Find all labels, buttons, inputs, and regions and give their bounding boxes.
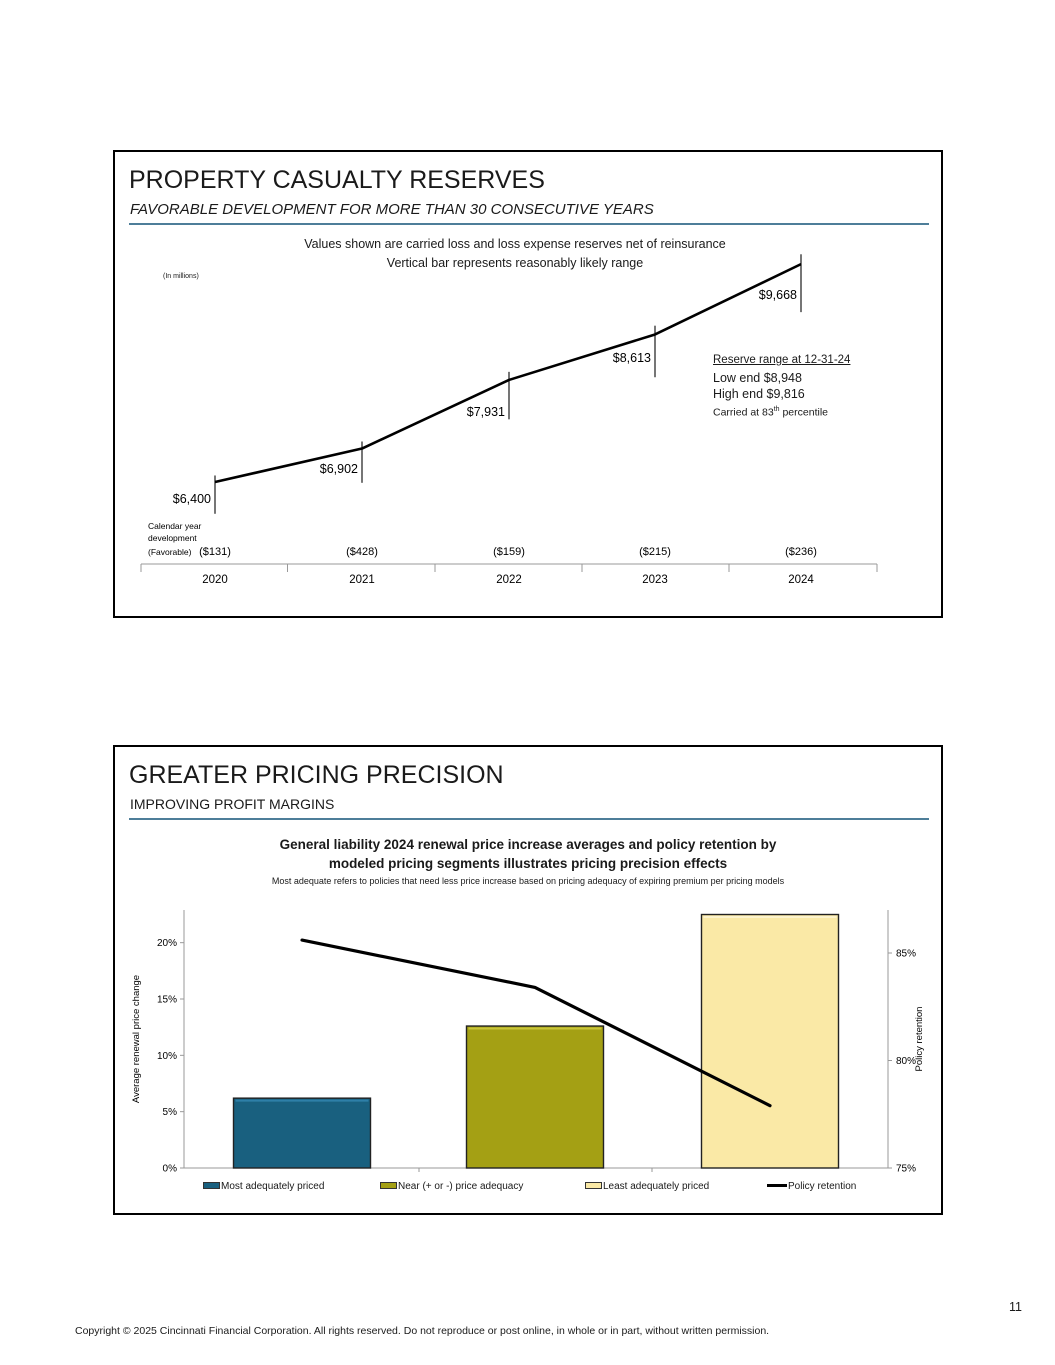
left-tick-label: 0% (162, 1163, 177, 1175)
legend-label: Policy retention (788, 1181, 857, 1192)
dev-value: ($215) (639, 546, 671, 558)
left-tick-label: 5% (162, 1107, 177, 1119)
dev-label-line1: Calendar year (148, 521, 202, 531)
chart-title-line-1: General liability 2024 renewal price increase averages and policy retention by (279, 837, 777, 852)
slide2-title: GREATER PRICING PRECISION (129, 761, 504, 789)
legend-swatch-olive (380, 1182, 397, 1189)
dev-value: ($428) (346, 546, 378, 558)
carried-prefix: Carried at 83 (713, 406, 774, 419)
slide1-subtitle: FAVORABLE DEVELOPMENT FOR MORE THAN 30 CONSECUTIVE YEARS (130, 201, 654, 218)
legend-item-policy-retention (767, 1181, 856, 1195)
carried-suffix: percentile (779, 406, 828, 419)
slide2-subtitle: IMPROVING PROFIT MARGINS (130, 796, 335, 812)
annotation-carried (713, 402, 850, 421)
pricing-bar-line-chart (115, 747, 941, 1213)
bar-0 (234, 1098, 371, 1168)
slide1-title: PROPERTY CASUALTY RESERVES (129, 166, 545, 194)
dev-value: ($236) (785, 546, 817, 558)
year-label: 2023 (642, 574, 668, 586)
left-axis-title: Average renewal price change (131, 974, 142, 1104)
point-label: $7,931 (466, 405, 505, 419)
reserves-slide-panel (113, 150, 943, 618)
right-tick-label: 85% (896, 948, 917, 960)
copyright-footer: Copyright © 2025 Cincinnati Financial Corporation. All rights reserved. Do not reproduce or post online, in whole or in part, without written permission. (75, 1325, 770, 1337)
right-axis-title: Policy retention (914, 1006, 925, 1072)
year-label: 2022 (496, 574, 522, 586)
point-label: $6,400 (172, 492, 211, 506)
bar-1 (467, 1026, 604, 1168)
annotation-low-end: Low end $8,948 (713, 371, 802, 385)
dev-value: ($159) (493, 546, 525, 558)
slide2-chart-footnote: Most adequate refers to policies that need less price increase based on pricing adequacy of expiring premium per pricing models (271, 876, 785, 886)
favorable-label: (Favorable) (148, 547, 192, 557)
point-label: $6,902 (319, 462, 358, 476)
legend-swatch-yellow (585, 1182, 602, 1189)
left-tick-label: 10% (156, 1050, 177, 1062)
dev-value: ($131) (199, 546, 231, 558)
left-tick-label: 15% (156, 994, 177, 1006)
legend-swatch-line (767, 1184, 787, 1187)
page-number: 11 (1009, 1300, 1022, 1314)
legend-label: Near (+ or -) price adequacy (398, 1181, 524, 1192)
right-tick-label: 75% (896, 1163, 917, 1175)
carried-superscript: th (773, 406, 780, 413)
note-line-2: Vertical bar represents reasonably likely range (386, 256, 644, 270)
right-tick-label: 80% (896, 1056, 917, 1067)
note-line-1: Values shown are carried loss and loss expense reserves net of reinsurance (304, 237, 726, 251)
annotation-title: Reserve range at 12-31-24 (713, 354, 851, 366)
legend-swatch-blue (203, 1182, 220, 1189)
dev-label-line2: development (148, 533, 197, 543)
point-label: $8,613 (612, 351, 651, 365)
year-label: 2024 (788, 574, 814, 586)
point-label: $9,668 (758, 288, 797, 302)
legend-item-near-adequacy (380, 1181, 523, 1195)
legend-item-most-adequate (203, 1181, 324, 1195)
legend-label: Most adequately priced (221, 1181, 325, 1192)
legend-label: Least adequately priced (603, 1181, 710, 1192)
year-label: 2021 (349, 574, 375, 586)
reserve-range-annotation (713, 352, 850, 421)
chart-title-line-2: modeled pricing segments illustrates pricing precision effects (328, 856, 728, 871)
legend-item-least-adequate (585, 1181, 709, 1195)
units-label: (In millions) (163, 273, 199, 280)
year-label: 2020 (202, 574, 228, 586)
left-tick-label: 20% (156, 938, 177, 950)
annotation-high-end: High end $9,816 (713, 387, 805, 401)
pricing-slide-panel (113, 745, 943, 1215)
bar-2 (702, 915, 839, 1168)
